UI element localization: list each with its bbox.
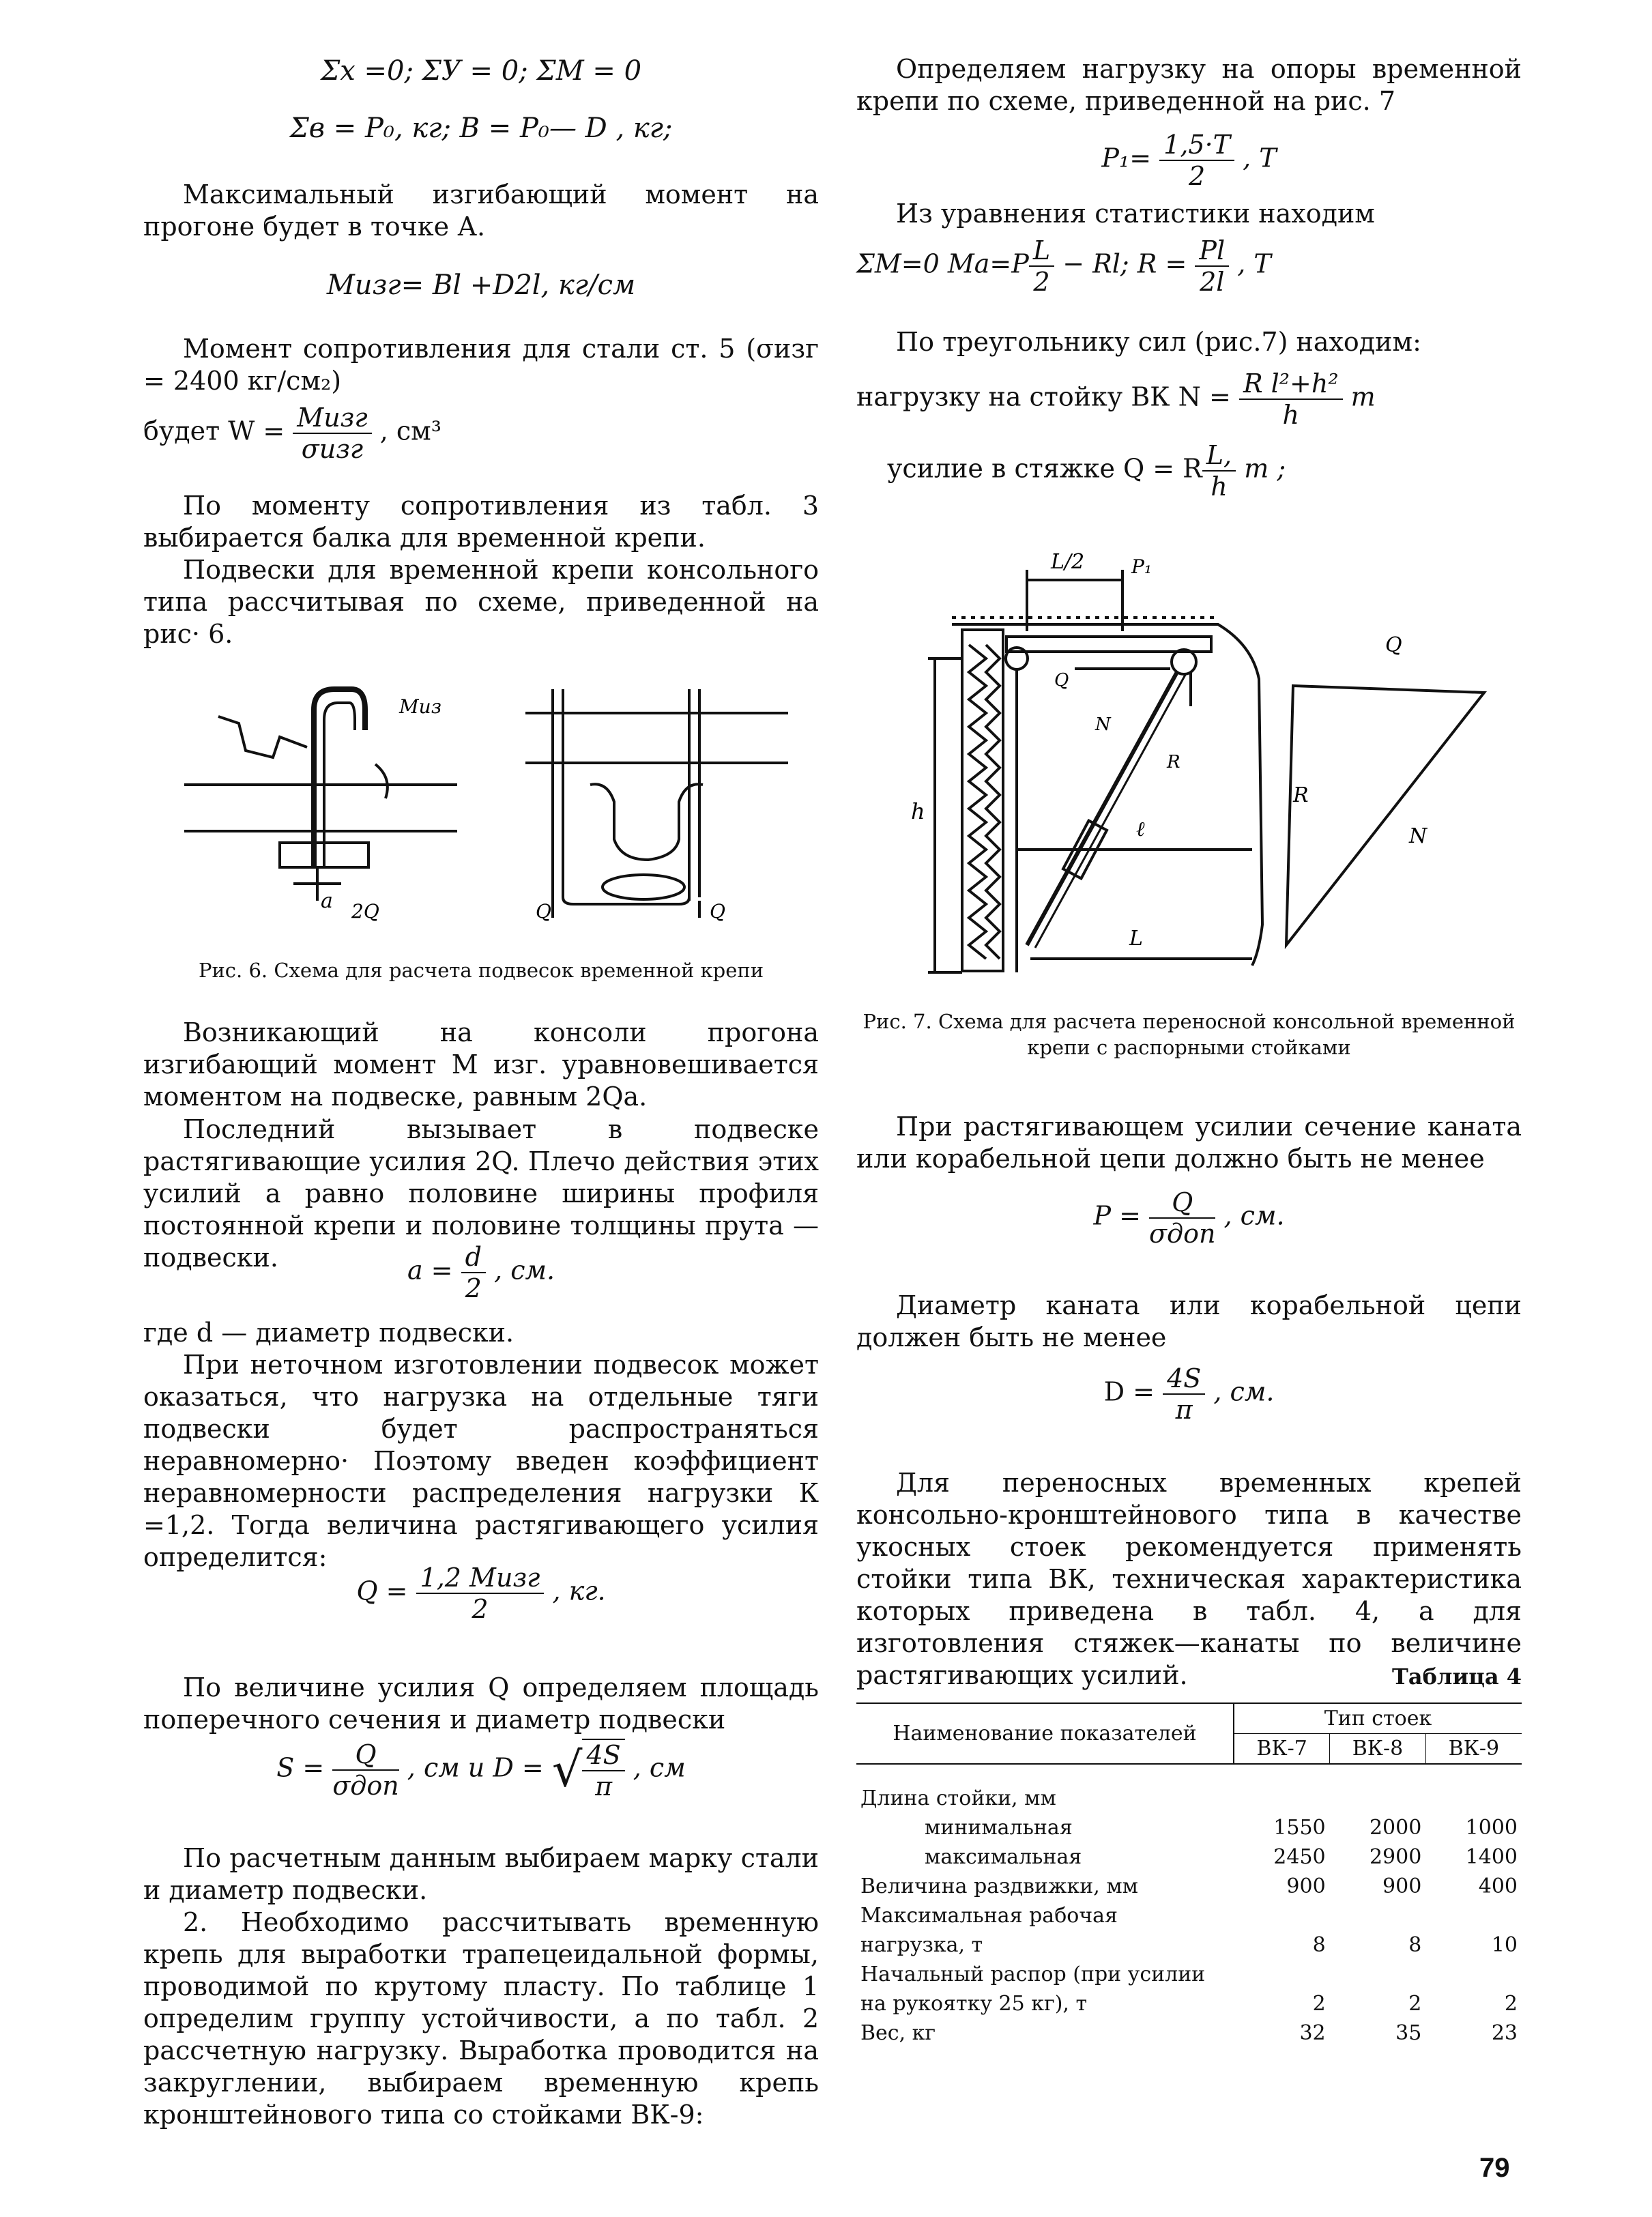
paragraph-tension: Последний вызывает в подвеске растягивающие усилия 2Q. Плечо действия этих усилий a равно половине ширины профиля постоянной крепи и половине толщины прута — подвески. [143,1114,819,1273]
table-col-vk7: ВК-7 [1234,1734,1330,1765]
table-row: на рукоятку 25 кг), т 2 2 2 [860,1992,1518,2016]
equation-w: будет W = $\frac{\text{Mизг}}{\text{σизг}}$ , см³ [143,403,441,464]
table-header-name: Наименование показателей [856,1703,1234,1764]
table-row: Начальный распор (при усилии [860,1962,1206,1986]
paragraph-cantilever-moment: Возникающий на консоли прогона изгибающий момент M изг. уравновешивается моментом на подвеске, равным 2Qa. [143,1017,819,1112]
equation-a: a = $\frac{d}{2}$ , см. [407,1242,555,1303]
fig6-label-moment: Mиз [399,695,441,718]
fig7-label-ell: ℓ [1136,817,1145,841]
equation-q-tie: усилие в стяжке Q = R $\frac{L,}{h}$ т ; [887,440,1286,502]
table-row: максимальная 2450 2900 1400 [925,1845,1518,1869]
table-col-vk8: ВК-8 [1330,1734,1426,1765]
paragraph-choose-steel: По расчетным данным выбираем марку стали и диаметр подвески. [143,1843,819,1905]
equation-q: Q = $\frac{\text{1,2 Mизг}}{2}$ , кг. [356,1563,606,1624]
equation-moment: Mизг= Bl +D2l, кг/см [326,270,636,301]
fig6-label-q-left: Q [536,900,551,923]
paragraph-section-modulus: Момент сопротивления для стали ст. 5 (σизг = 2400 кг/см₂) [143,334,819,396]
paragraph-max-moment: Максимальный изгибающий момент на прогоне будет в точке А. [143,179,819,242]
equation-n: нагрузку на стойку ВК N = $\frac{\text{R l²+h²}}{h}$ т [856,368,1376,430]
paragraph-vk-struts: Для переносных временных крепей консольно-кронштейнового типа в качестве укосных стоек рекомендуется применять стойки типа ВК, техническая характеристика которых приведена в табл. 4, а для изготовления стяжек—канаты по величине растягивающих усилий. [856,1468,1522,1690]
figure-7-diagram [870,549,1518,993]
paragraph-rope-section: При растягивающем усилии сечение каната или корабельной цепи должно быть не менее [856,1112,1522,1174]
paragraph-hangers: Подвески для временной крепи консольного типа рассчитывая по схеме, приведенной на рис· 6. [143,555,819,649]
fig6-label-q-right: Q [710,900,725,923]
table-row: нагрузка, т 8 8 10 [860,1933,1518,1957]
fig7-triangle-r: R [1293,783,1309,807]
fig7-label-p1: P₁ [1131,555,1153,578]
paragraph-beam-choice: По моменту сопротивления из табл. 3 выбирается балка для временной крепи. [143,491,819,553]
equation-s-d: S = $\frac{Q}{\text{σдоп}}$ , см и D = √ $\frac{4S}{\pi}$ , см [276,1739,686,1801]
paragraph-area: По величине усилия Q определяем площадь поперечного сечения и диаметр подвески [143,1672,819,1735]
figure-7-caption: Рис. 7. Схема для расчета переносной консольной временной крепи с распорными стойками [863,1010,1516,1059]
fig7-triangle-n: N [1409,824,1428,848]
fig7-triangle-q: Q [1385,633,1402,657]
equation-equilibrium: Σx =0; ΣУ = 0; ΣM = 0 [320,55,642,87]
fig6-label-a: a [321,889,333,913]
equation-moment-r: ΣM=0 Mа=P $\frac{L}{2}$ − Rl; R = $\frac{Pl}{2l}$ , T [856,235,1271,297]
paragraph-force-triangle: По треугольнику сил (рис.7) находим: [896,327,1421,357]
table-col-vk9: ВК-9 [1448,1737,1500,1760]
sqrt-symbol: √ [551,1741,583,1798]
table-row: минимальная 1550 2000 1000 [925,1816,1518,1840]
fig7-label-l2: L/2 [1051,550,1085,574]
table-row: Величина раздвижки, мм 900 900 400 [860,1874,1518,1898]
fig7-label-h: h [911,798,925,824]
equation-p1: P₁= $\frac{1,5\cdot T}{2}$ , T [1101,130,1277,191]
table-row: Максимальная рабочая [860,1904,1118,1928]
fig7-label-l: L [1129,927,1143,951]
fig6-label-2q: 2Q [351,900,379,923]
paragraph-nonuniform: При неточном изготовлении подвесок может оказаться, что нагрузка на отдельные тяги подвески будет распространяться неравномерно· Поэтому введен коэффициент неравномерности распределения нагрузки К =1,2. Тогда величина растягивающего усилия определится: [143,1350,819,1572]
figure-6-caption: Рис. 6. Схема для расчета подвесок временной крепи [198,959,764,982]
equation-reaction: Σв = P₀, кг; B = P₀— D , кг; [289,113,673,144]
fraction-w: $\frac{\text{Mизг}}{\text{σизг}}$ [293,403,371,464]
fig7-label-q: Q [1054,670,1069,691]
paragraph-trapezoidal: 2. Необходимо рассчитывать временную крепь для выработки трапецеидальной формы, проводимой по крутому пласту. По таблице 1 определим группу устойчивости, а по табл. 2 рассчетную нагрузку. Выработка проводится на закруглении, выбираем временную крепь кронштейнового типа со стойками ВК-9: [143,1907,819,2130]
fig7-label-n: N [1095,714,1111,735]
table-4 [856,1702,1522,2048]
equation-p-rope: P = $\frac{Q}{\text{σдоп}}$ , см. [1093,1187,1285,1249]
page-number: 79 [1479,2153,1510,2183]
paragraph-support-load: Определяем нагрузку на опоры временной крепи по схеме, приведенной на рис. 7 [856,54,1522,116]
paragraph-where-d: где d — диаметр подвески. [143,1318,515,1348]
table-row: Вес, кг 32 35 23 [860,2021,1518,2045]
table-row: Длина стойки, мм [860,1786,1056,1810]
table-header-group: Тип стоек [1234,1703,1522,1734]
paragraph-statics: Из уравнения статистики находим [896,199,1375,229]
fig7-label-r: R [1167,752,1180,772]
equation-d-rope: D = $\frac{4S}{\pi}$ , см. [1103,1363,1275,1425]
figure-6-diagram [171,682,798,928]
table-title: Таблица 4 [1392,1664,1522,1690]
paragraph-rope-diameter: Диаметр каната или корабельной цепи должен быть не менее [856,1290,1522,1352]
